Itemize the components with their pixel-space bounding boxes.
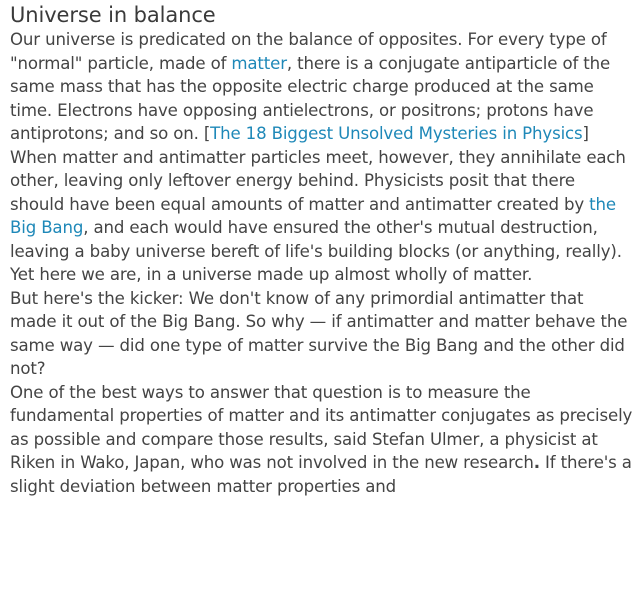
article-body [10,0,634,498]
paragraph-2 [10,146,634,287]
section-heading: Universe in balance [10,3,216,27]
paragraph-1-text-a: Our universe is predicated on the balance of opposites. For every type of "normal" particle, made of [10,30,607,73]
paragraph-4 [10,381,634,499]
paragraph-4-bold-period: . [533,453,540,472]
paragraph-1-text-b: , there is a conjugate antiparticle of the same mass that has the opposite electric charge produced at the same time. Electrons have opposing antielectrons, or positrons; protons have antiprotons; and so on. [ [10,53,611,143]
paragraph-4-text-b: If there's a slight deviation between matter properties and [10,453,632,496]
paragraph-2-text-b: , and each would have ensured the other's mutual destruction, leaving a baby universe bereft of life's building blocks (or anything, really). Yet here we are, in a universe made up almost wholly of matter. [10,218,622,284]
matter-link[interactable]: matter [231,53,287,73]
paragraph-1-text-c: ] [582,124,589,143]
paragraph-4-text-a: One of the best ways to answer that question is to measure the fundamental properties of matter and its antimatter conjugates as precisely as possible and compare those results, said Stefan Ulmer, a physicist at Riken in Wako, Japan, who was not involved in the new research [10,382,633,472]
paragraph-3: But here's the kicker: We don't know of any primordial antimatter that made it out of the Big Bang. So why — if antimatter and matter behave the same way — did one type of matter survive the Big Bang and the other did not? [10,288,628,378]
paragraph-1 [10,28,634,146]
unsolved-mysteries-link[interactable]: The 18 Biggest Unsolved Mysteries in Physics [210,124,583,143]
big-bang-link[interactable]: the Big Bang [10,194,616,237]
paragraph-2-text-a: When matter and antimatter particles meet, however, they annihilate each other, leaving only leftover energy behind. Physicists posit that there should have been equal amounts of matter and antimatter created by [10,147,626,214]
